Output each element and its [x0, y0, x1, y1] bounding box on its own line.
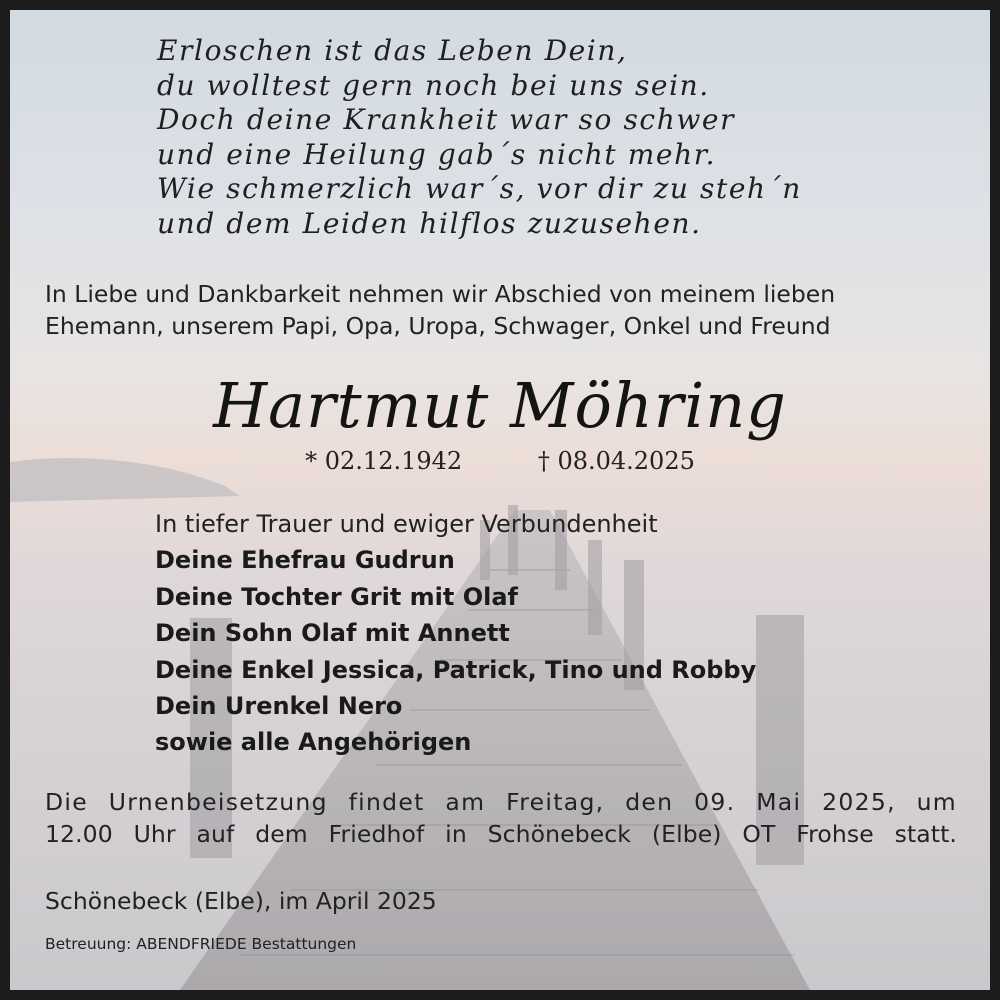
ceremony-line: Die Urnenbeisetzung findet am Freitag, den 09. Mai 2025, um: [45, 788, 957, 816]
mourner-item: Dein Urenkel Nero: [155, 692, 403, 721]
death-date: † 08.04.2025: [537, 447, 695, 475]
intro-line: In Liebe und Dankbarkeit nehmen wir Abschied von meinem lieben: [45, 280, 836, 308]
poem-line: und dem Leiden hilflos zuzusehen.: [157, 206, 702, 240]
ceremony-line: 12.00 Uhr auf dem Friedhof in Schönebeck (Elbe) OT Frohse statt.: [45, 820, 957, 848]
deceased-name: Hartmut Möhring: [213, 369, 787, 442]
mourner-item: Dein Sohn Olaf mit Annett: [155, 619, 510, 648]
poem-line: und eine Heilung gab´s nicht mehr.: [157, 137, 717, 171]
undertaker-credit: Betreuung: ABENDFRIEDE Bestattungen: [45, 935, 357, 953]
farewell-intro: [45, 278, 957, 342]
poem-line: du wolltest gern noch bei uns sein.: [157, 68, 710, 102]
memorial-poem: [157, 34, 917, 242]
intro-line: Ehemann, unserem Papi, Opa, Uropa, Schwager, Onkel und Freund: [45, 312, 831, 340]
mourners-lead: In tiefer Trauer und ewiger Verbundenheit: [155, 510, 658, 538]
mourner-item: sowie alle Angehörigen: [155, 728, 472, 757]
life-dates: [10, 446, 990, 476]
obituary-text: [10, 10, 990, 990]
birth-date: * 02.12.1942: [305, 447, 463, 475]
place-and-date: Schönebeck (Elbe), im April 2025: [45, 887, 437, 915]
ceremony-notice: [45, 786, 957, 850]
poem-line: Erloschen ist das Leben Dein,: [157, 34, 628, 67]
poem-line: Doch deine Krankheit war so schwer: [157, 103, 736, 137]
mourners-list: [155, 506, 935, 761]
mourner-item: Deine Tochter Grit mit Olaf: [155, 582, 518, 611]
mourner-item: Deine Enkel Jessica, Patrick, Tino und Robby: [155, 655, 757, 684]
mourner-item: Deine Ehefrau Gudrun: [155, 546, 455, 575]
poem-line: Wie schmerzlich war´s, vor dir zu steh´n: [157, 172, 802, 206]
